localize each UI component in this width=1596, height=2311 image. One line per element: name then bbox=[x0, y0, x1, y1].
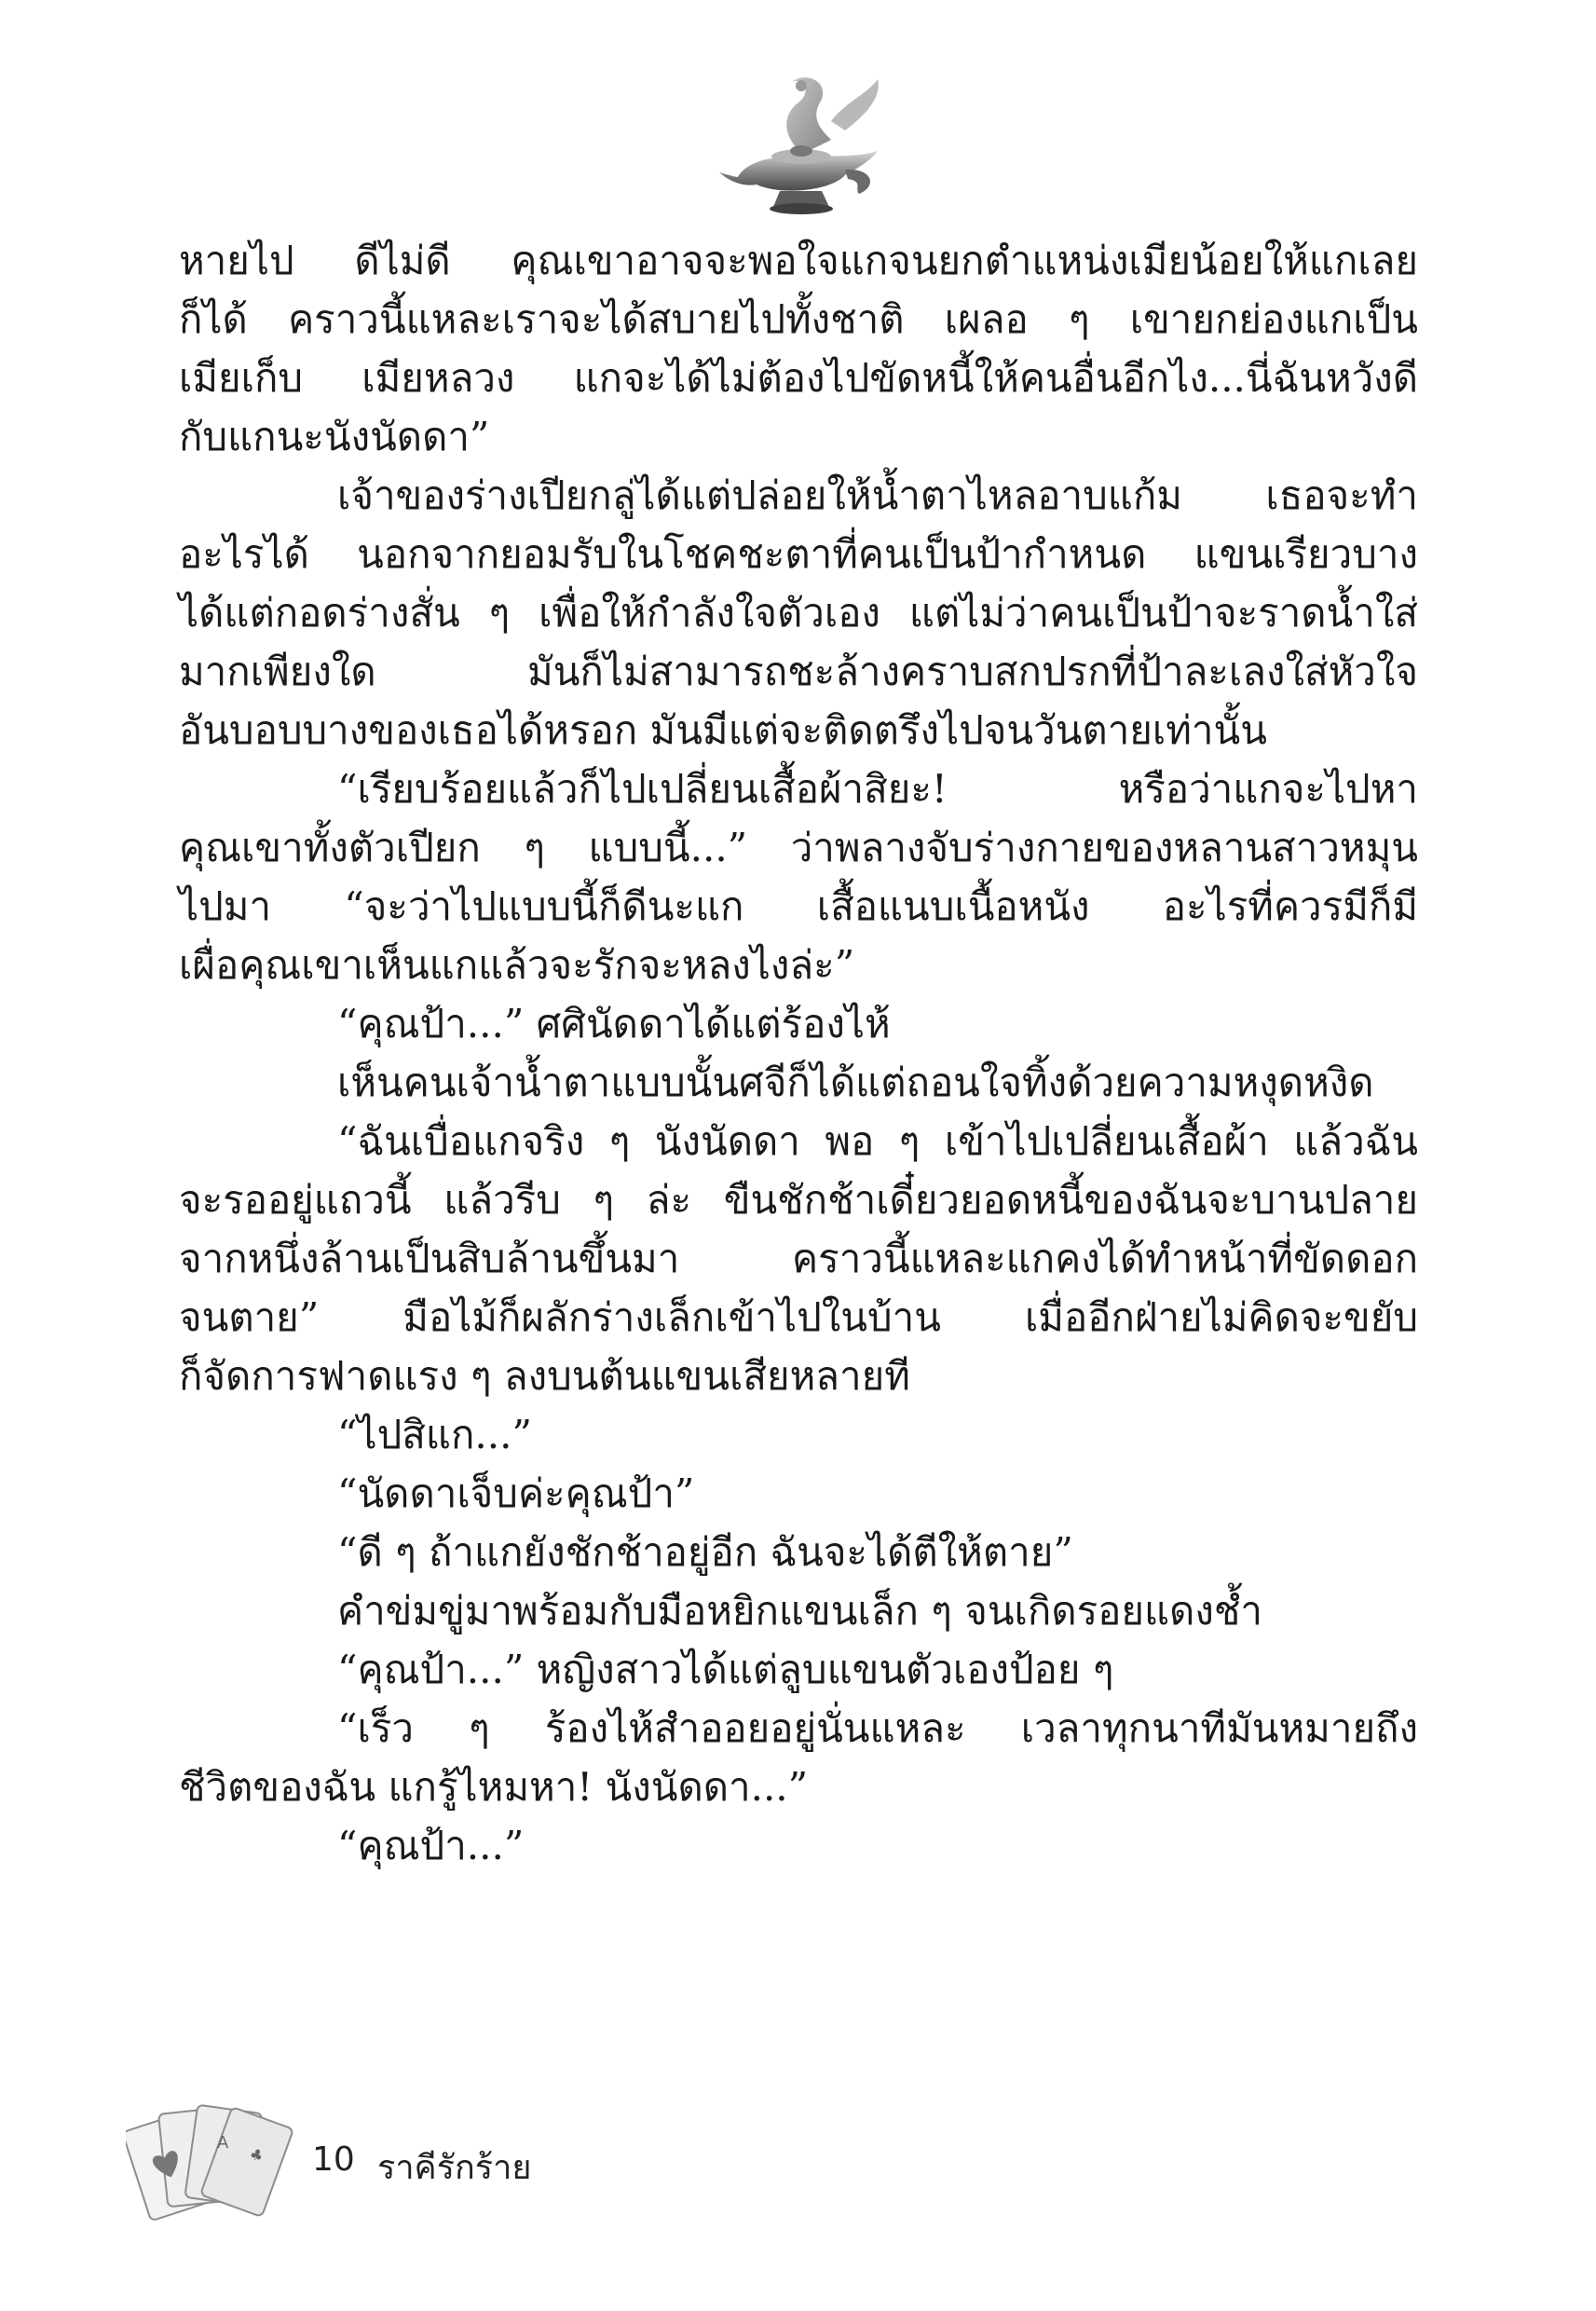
text-line: ได้แต่กอดร่างสั่น ๆ เพื่อให้กำลังใจตัวเอง แต่ไม่ว่าคนเป็นป้าจะราดน้ำใส่ bbox=[179, 590, 1418, 636]
text-line: เผื่อคุณเขาเห็นแกแล้วจะรักจะหลงไงล่ะ” bbox=[179, 942, 855, 988]
text-line: อะไรได้ นอกจากยอมรับในโชคชะตาที่คนเป็นป้ากำหนด แขนเรียวบาง bbox=[179, 531, 1418, 577]
text-line: เห็นคนเจ้าน้ำตาแบบนั้นศจีก็ได้แต่ถอนใจทิ้งด้วยความหงุดหงิด bbox=[337, 1060, 1374, 1105]
text-line: จะรออยู่แถวนี้ แล้วรีบ ๆ ล่ะ ขืนชักช้าเดี๋ยวยอดหนี้ของฉันจะบานปลาย bbox=[179, 1177, 1418, 1223]
text-line: หายไป ดีไม่ดี คุณเขาอาจจะพอใจแกจนยกตำแหน่งเมียน้อยให้แกเลย bbox=[179, 238, 1418, 283]
book-title: ราคีรักร้าย bbox=[377, 2149, 532, 2187]
text-line: “ฉันเบื่อแกจริง ๆ นังนัดดา พอ ๆ เข้าไปเปลี่ยนเสื้อผ้า แล้วฉัน bbox=[337, 1118, 1418, 1164]
text-line: มากเพียงใด มันก็ไม่สามารถชะล้างคราบสกปรกที่ป้าละเลงใส่หัวใจ bbox=[179, 649, 1418, 694]
svg-text:♣: ♣ bbox=[247, 2144, 266, 2166]
svg-text:A: A bbox=[217, 2133, 229, 2153]
magic-lamp-icon bbox=[691, 65, 915, 224]
playing-cards-icon bbox=[126, 2092, 293, 2232]
page-number: 10 bbox=[312, 2140, 355, 2179]
text-line: “คุณป้า...” ศศินัดดาได้แต่ร้องไห้ bbox=[337, 1001, 891, 1046]
text-line: ก็จัดการฟาดแรง ๆ ลงบนต้นแขนเสียหลายที bbox=[179, 1353, 910, 1399]
text-line: “ไปสิแก...” bbox=[337, 1412, 532, 1457]
text-line: จากหนึ่งล้านเป็นสิบล้านขึ้นมา คราวนี้แหละแกคงได้ทำหน้าที่ขัดดอก bbox=[179, 1236, 1418, 1281]
text-line: “ดี ๆ ถ้าแกยังชักช้าอยู่อีก ฉันจะได้ตีให้ตาย” bbox=[337, 1529, 1073, 1575]
text-line: อันบอบบางของเธอได้หรอก มันมีแต่จะติดตรึงไปจนวันตายเท่านั้น bbox=[179, 707, 1267, 753]
page-footer bbox=[126, 2092, 778, 2232]
text-line: “เร็ว ๆ ร้องไห้สำออยอยู่นั่นแหละ เวลาทุกนาทีมันหมายถึง bbox=[337, 1705, 1418, 1751]
text-line: ก็ได้ คราวนี้แหละเราจะได้สบายไปทั้งชาติ เผลอ ๆ เขายกย่องแกเป็น bbox=[179, 296, 1418, 342]
text-line: คุณเขาทั้งตัวเปียก ๆ แบบนี้...” ว่าพลางจับร่างกายของหลานสาวหมุน bbox=[179, 825, 1418, 870]
text-line: กับแกนะนังนัดดา” bbox=[179, 414, 490, 459]
text-line: “คุณป้า...” bbox=[337, 1823, 525, 1868]
text-line: เมียเก็บ เมียหลวง แกจะได้ไม่ต้องไปขัดหนี้ให้คนอื่นอีกไง...นี่ฉันหวังดี bbox=[179, 355, 1418, 401]
text-line: ไปมา “จะว่าไปแบบนี้ก็ดีนะแก เสื้อแนบเนื้อหนัง อะไรที่ควรมีก็มี bbox=[179, 883, 1418, 929]
text-line: “เรียบร้อยแล้วก็ไปเปลี่ยนเสื้อผ้าสิยะ! หรือว่าแกจะไปหา bbox=[337, 766, 1418, 812]
body-text bbox=[179, 231, 1418, 1875]
text-line: “นัดดาเจ็บค่ะคุณป้า” bbox=[337, 1470, 695, 1516]
text-line: “คุณป้า...” หญิงสาวได้แต่ลูบแขนตัวเองป้อย ๆ bbox=[337, 1647, 1114, 1692]
text-line: คำข่มขู่มาพร้อมกับมือหยิกแขนเล็ก ๆ จนเกิดรอยแดงช้ำ bbox=[337, 1588, 1262, 1634]
text-line: เจ้าของร่างเปียกลู่ได้แต่ปล่อยให้น้ำตาไหลอาบแก้ม เธอจะทำ bbox=[337, 472, 1418, 518]
text-line: ชีวิตของฉัน แกรู้ไหมหา! นังนัดดา...” bbox=[179, 1764, 809, 1810]
text-line: จนตาย” มือไม้ก็ผลักร่างเล็กเข้าไปในบ้าน เมื่ออีกฝ่ายไม่คิดจะขยับ bbox=[179, 1294, 1418, 1340]
